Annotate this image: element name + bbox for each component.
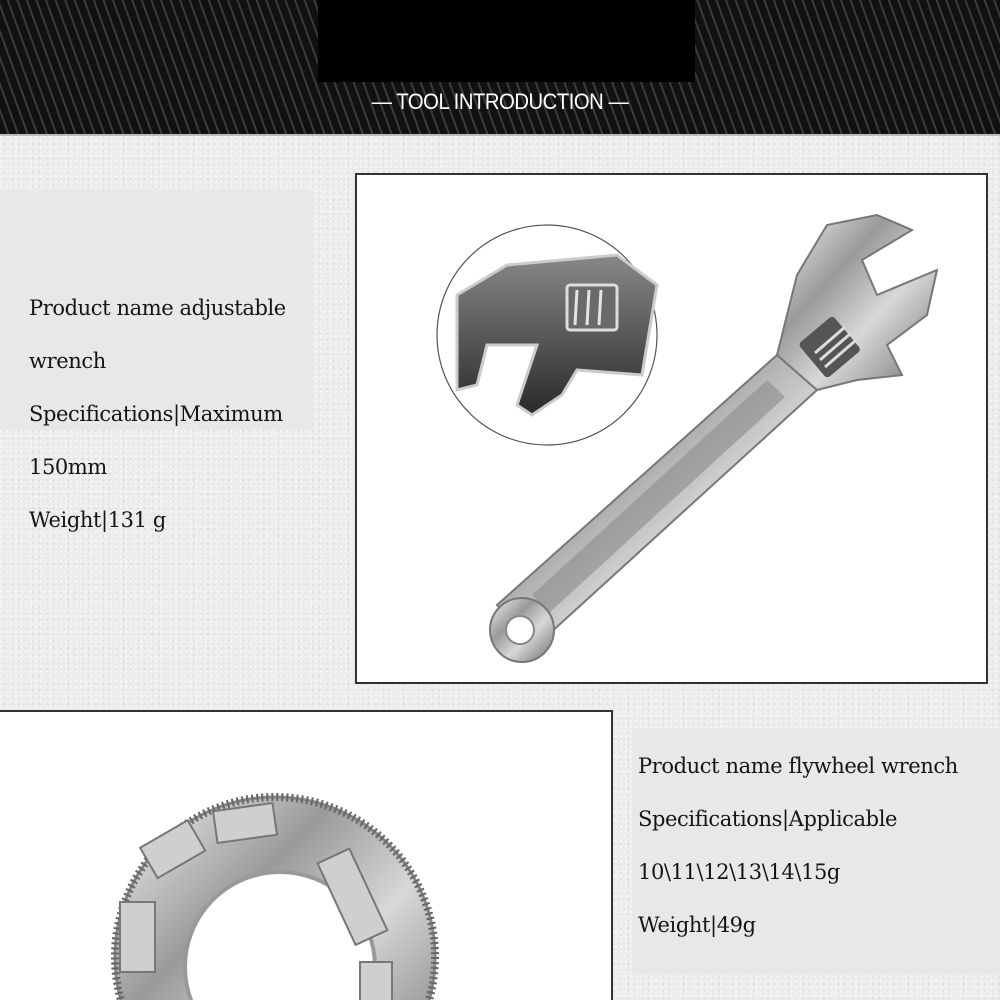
product-name-line-cont: wrench xyxy=(29,349,106,373)
flywheel-spoke-wrench-icon xyxy=(115,797,435,1000)
flywheel-wrench-image xyxy=(0,710,613,1000)
header-banner xyxy=(0,0,1000,136)
specifications-value: 10\11\12\13\14\15g xyxy=(638,860,840,884)
product-name-line: Product name flywheel wrench xyxy=(638,754,958,778)
header-logo-area xyxy=(318,0,695,82)
specifications-line: Specifications|Maximum xyxy=(29,402,283,426)
product-name-line: Product name adjustable xyxy=(29,296,286,320)
weight-line: Weight|131 g xyxy=(29,508,166,532)
specifications-value: 150mm xyxy=(29,455,107,479)
weight-line: Weight|49g xyxy=(638,913,756,937)
page-title: — TOOL INTRODUCTION — xyxy=(371,89,629,114)
specifications-line: Specifications|Applicable xyxy=(638,807,898,831)
wrench-jaw-closeup-icon xyxy=(437,225,657,445)
flywheel-wrench-info xyxy=(638,740,998,952)
adjustable-wrench-image xyxy=(355,173,988,684)
adjustable-wrench-info xyxy=(29,282,329,547)
